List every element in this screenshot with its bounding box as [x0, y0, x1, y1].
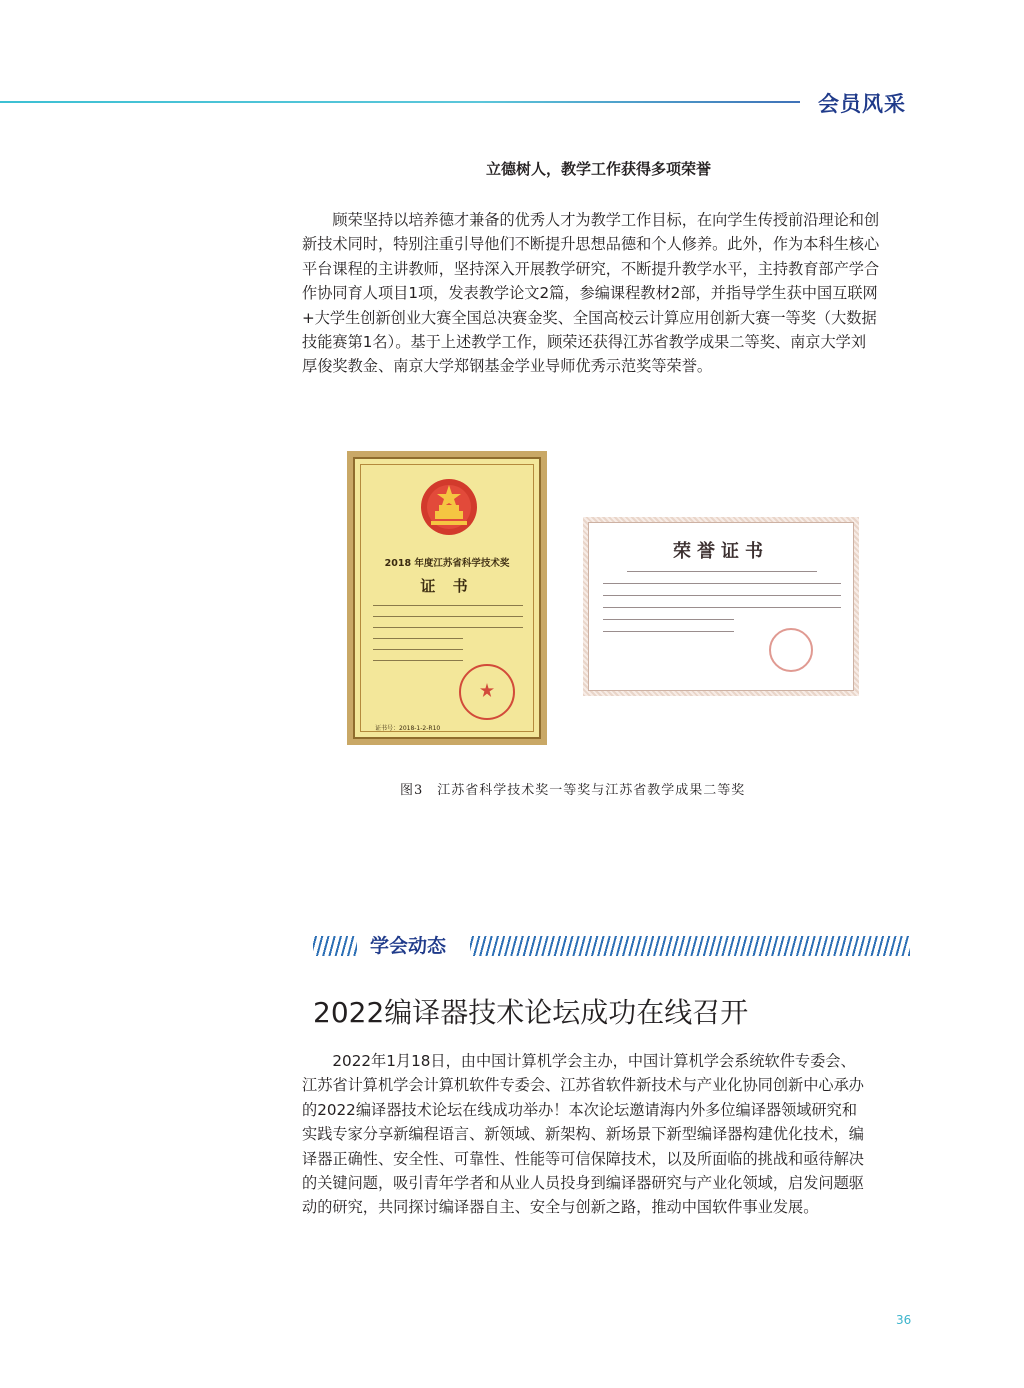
section2-paragraph — [302, 1049, 906, 1220]
section-tag: 会员风采 — [818, 92, 906, 116]
band-stripes-left — [313, 936, 357, 956]
certificate-frame — [353, 457, 541, 739]
certificate-text-lines — [373, 605, 523, 671]
certificate-heading: 证 书 — [420, 577, 474, 595]
paragraph-line: 技能赛第1名）。基于上述教学工作，顾荣还获得江苏省教学成果二等奖、南京大学刘 — [302, 333, 867, 352]
paragraph-line: 顾荣坚持以培养德才兼备的优秀人才为教学工作目标，在向学生传授前沿理论和创 — [332, 211, 880, 229]
national-emblem-icon — [417, 477, 481, 537]
certificate-frame — [588, 522, 854, 691]
paragraph-line: +大学生创新创业大赛全国总决赛金奖、全国高校云计算应用创新大赛一等奖（大数据 — [302, 308, 877, 327]
paragraph-line: 平台课程的主讲教师，坚持深入开展教学研究，不断提升教学水平，主持教育部产学合 — [302, 259, 880, 278]
section1-paragraph — [302, 208, 906, 379]
certificate-title: 荣誉证书 — [673, 541, 769, 562]
paragraph-line: 动的研究，共同探讨编译器自主、安全与创新之路，推动中国软件事业发展。 — [302, 1198, 819, 1217]
red-seal-icon — [769, 628, 813, 672]
band-stripes-right — [470, 936, 910, 956]
band-title: 学会动态 — [370, 935, 447, 957]
article-title: 2022编译器技术论坛成功在线召开 — [313, 996, 749, 1029]
header-rule — [0, 101, 800, 103]
paragraph-line: 译器正确性、安全性、可靠性、性能等可信保障技术，以及所面临的挑战和亟待解决 — [302, 1149, 864, 1168]
red-seal-icon — [459, 664, 515, 720]
figure-caption: 图3 江苏省科学技术奖一等奖与江苏省教学成果二等奖 — [400, 783, 746, 798]
paragraph-line: 的关键问题，吸引青年学者和从业人员投身到编译器研究与产业化领域，启发问题驱 — [302, 1174, 864, 1193]
paragraph-line: 新技术同时，特别注重引导他们不断提升思想品德和个人修养。此外，作为本科生核心 — [302, 235, 880, 254]
paragraph-line: 2022年1月18日，由中国计算机学会主办，中国计算机学会系统软件专委会、 — [332, 1052, 856, 1070]
certificate-number: 证书号：2018-1-2-R10 — [375, 725, 441, 732]
certificate-title: 2018 年度江苏省科学技术奖 — [384, 558, 510, 569]
paragraph-line: 的2022编译器技术论坛在线成功举办！本次论坛邀请海内外多位编译器领域研究和 — [302, 1100, 858, 1119]
paragraph-line: 实践专家分享新编程语言、新领域、新架构、新场景下新型编译器构建优化技术，编 — [302, 1125, 864, 1144]
paragraph-line: 作协同育人项目1项，发表教学论文2篇，参编课程教材2部，并指导学生获中国互联网 — [302, 284, 878, 303]
certificate-text-lines — [603, 571, 841, 643]
section-subheading: 立德树人，教学工作获得多项荣誉 — [486, 160, 712, 178]
page-number: 36 — [896, 1313, 912, 1327]
teaching-achievement-certificate — [583, 517, 859, 696]
paragraph-line: 江苏省计算机学会计算机软件专委会、江苏省软件新技术与产业化协同创新中心承办 — [302, 1076, 864, 1095]
provincial-science-award-certificate — [347, 451, 547, 745]
paragraph-line: 厚俊奖教金、南京大学郑钢基金学业导师优秀示范奖等荣誉。 — [302, 357, 713, 376]
